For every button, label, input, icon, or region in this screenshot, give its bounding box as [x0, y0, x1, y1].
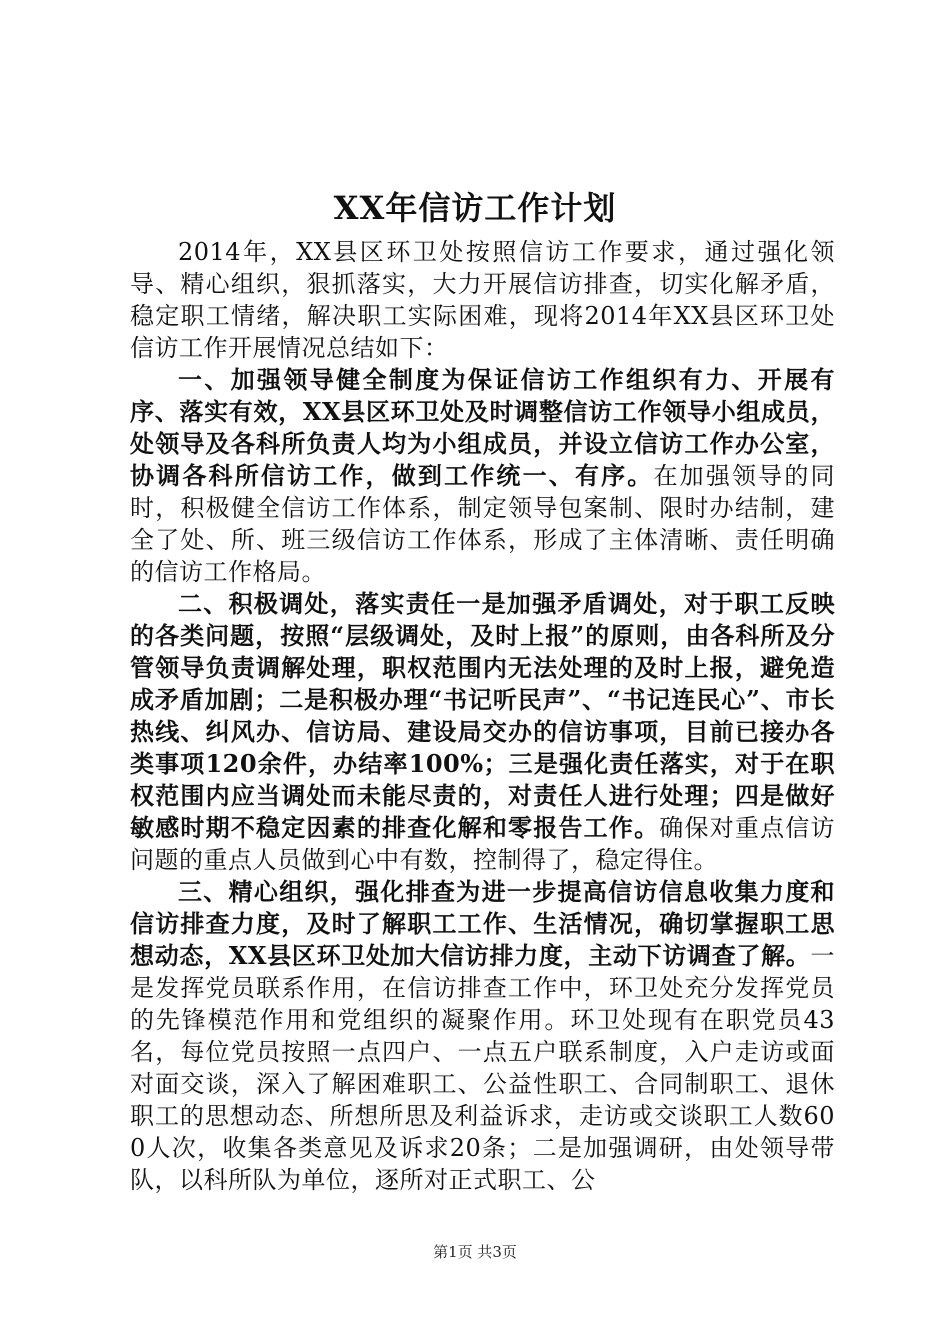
paragraph-bold-text: 二、积极调处，落实责任一是加强矛盾调处，对于职工反映的各类问题，按照“层级调处，及时上报”的原则，由各科所及分管领导负责调解处理，职权范围内无法处理的及时上报，避免造成矛盾加剧；二是积极办理“书记听民声”、“书记连民心”、市长热线、纠风办、信访局、建设局交办的信访事项，目前已接办各类事项120余件，办结率100%；三是强化责任落实，对于在职权范围内应当调处而未能尽责的，对责任人进行处理；四是做好敏感时期不稳定因素的排查化解和零报告工作。 — [130, 589, 835, 842]
document-body — [130, 236, 835, 1196]
paragraph-text: 在加强领导的同时，积极健全信访工作体系，制定领导包案制、限时办结制，建全了处、所、班三级信访工作体系，形成了主体清晰、责任明确的信访工作格局。 — [130, 462, 836, 586]
paragraph-text: 2014年，XX县区环卫处按照信访工作要求，通过强化领导、精心组织，狠抓落实，大力开展信访排查，切实化解矛盾，稳定职工情绪，解决职工实际困难，现将2014年XX县区环卫处信访工作开展情况总结如下： — [130, 238, 835, 362]
paragraph-intro — [130, 236, 835, 364]
paragraph-section-3 — [130, 876, 835, 1196]
paragraph-text: 一是发挥党员联系作用，在信访排查工作中，环卫处充分发挥党员的先锋模范作用和党组织的凝聚作用。环卫处现有在职党员43名，每位党员按照一点四户、一点五户联系制度，入户走访或面对面交谈，深入了解困难职工、公益性职工、合同制职工、退休职工的思想动态、所想所思及利益诉求，走访或交谈职工人数600人次，收集各类意见及诉求20条；二是加强调研，由处领导带队，以科所队为单位，逐所对正式职工、公 — [130, 942, 835, 1194]
paragraph-text: 确保对重点信访问题的重点人员做到心中有数，控制得了，稳定得住。 — [130, 814, 836, 874]
page-footer: 第1页 共3页 — [433, 1243, 517, 1261]
paragraph-section-2 — [130, 588, 835, 876]
paragraph-bold-text: 三、精心组织，强化排查为进一步提高信访信息收集力度和信访排查力度，及时了解职工工作、生活情况，确切掌握职工思想动态，XX县区环卫处加大信访排力度，主动下访调查了解。 — [130, 877, 835, 970]
paragraph-bold-text: 一、加强领导健全制度为保证信访工作组织有力、开展有序、落实有效，XX县区环卫处及时调整信访工作领导小组成员，处领导及各科所负责人均为小组成员，并设立信访工作办公室，协调各科所信访工作，做到工作统一、有序。 — [130, 365, 835, 490]
paragraph-section-1 — [130, 364, 835, 588]
document-title: XX年信访工作计划 — [333, 189, 617, 227]
